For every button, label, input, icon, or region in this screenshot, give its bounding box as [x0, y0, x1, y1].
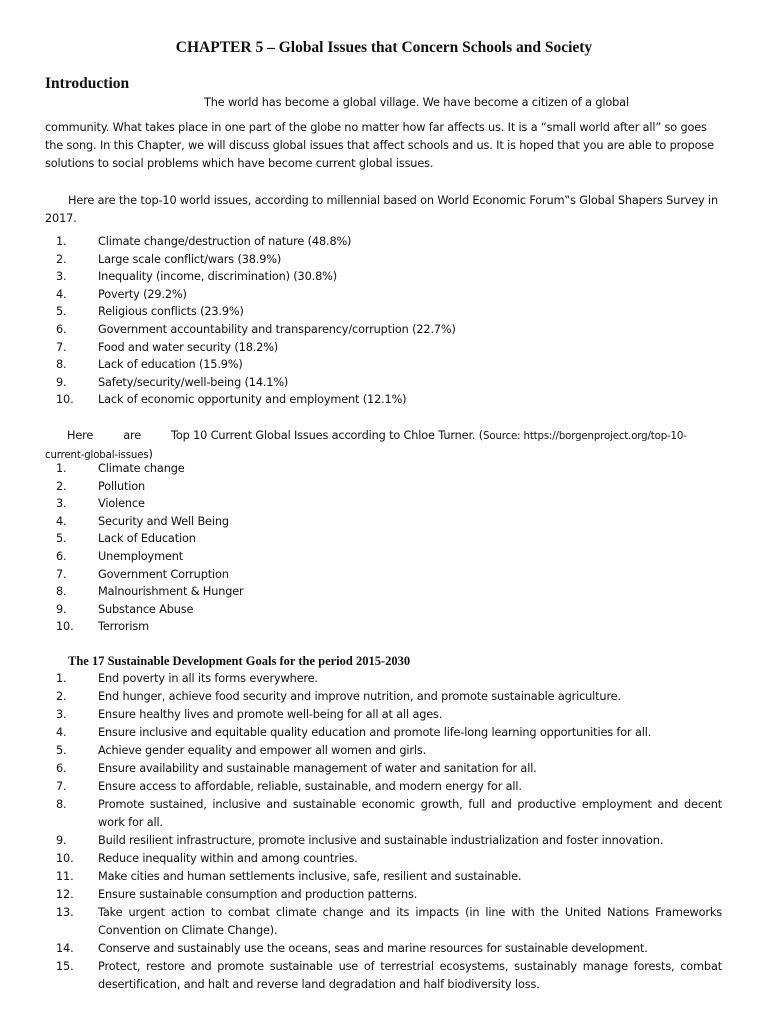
list-text: Climate change/destruction of nature (48.8%)	[98, 235, 352, 248]
sdg-goal-item	[45, 940, 722, 958]
list-text: Safety/security/well-being (14.1%)	[98, 375, 289, 389]
list-number: 13.	[56, 906, 74, 919]
list-text: Ensure inclusive and equitable quality education and promote life-long learning opportunities for all.	[98, 726, 652, 739]
list-text: Poverty (29.2%)	[98, 287, 187, 301]
list-text: Ensure sustainable consumption and production patterns.	[98, 888, 418, 901]
list-text: Make cities and human settlements inclusive, safe, resilient and sustainable.	[98, 870, 522, 883]
list-number: 2.	[56, 252, 67, 266]
list-text: Ensure healthy lives and promote well-being for all at all ages.	[98, 708, 443, 721]
list-text: Conserve and sustainably use the oceans, seas and marine resources for sustainable development.	[98, 942, 648, 955]
list-text: Take urgent action to combat climate change and its impacts (in line with the United Nations Frameworks Convention on Climate Change).	[98, 906, 722, 937]
list-text: Government Corruption	[98, 567, 229, 581]
list-number: 4.	[56, 514, 67, 528]
source-citation: Source: https://borgenproject.org/top-10-current-global-issues	[45, 431, 687, 461]
list-text: Food and water security (18.2%)	[98, 340, 279, 354]
wef-issue-item	[45, 374, 456, 392]
list-text: Violence	[98, 497, 145, 511]
list-number: 11.	[56, 870, 74, 883]
list-text: Security and Well Being	[98, 514, 229, 528]
sdg-goal-item	[45, 868, 722, 886]
sdg-goal-item	[45, 724, 722, 742]
sdg-goal-item	[45, 778, 722, 796]
sdg-goal-item	[45, 958, 722, 994]
list-text: Protect, restore and promote sustainable use of terrestrial ecosystems, sustainably manage forests, combat desertification, and halt and reverse land degradation and half biodiversity loss.	[98, 960, 722, 991]
list-number: 4.	[56, 287, 67, 301]
intro-paragraph: community. What takes place in one part of the globe no matter how far affects us. It is a “small world after all” so goes the song. In this Chapter, we will discuss global issues that affect schools and us. It is hoped that you are able to propose solutions to social problems which have become current global issues.	[45, 121, 714, 170]
list-number: 1.	[56, 235, 67, 248]
list-number: 12.	[56, 888, 74, 901]
list-number: 9.	[56, 834, 67, 847]
list-text: Substance Abuse	[98, 602, 194, 616]
sdg-goal-item	[45, 688, 722, 706]
chloe-issue-item	[45, 566, 244, 584]
intro-word-are: are	[123, 429, 142, 442]
introduction-heading: Introduction	[45, 75, 130, 92]
wef-issue-item	[45, 286, 456, 304]
list-number: 15.	[56, 960, 74, 973]
list-text: Terrorism	[98, 620, 150, 634]
list-number: 9.	[56, 602, 67, 616]
sdg-goal-item	[45, 742, 722, 760]
list-number: 2.	[56, 479, 67, 493]
sdg-goal-item	[45, 832, 722, 850]
list-text: Promote sustained, inclusive and sustainable economic growth, full and productive employment and decent work for all.	[98, 798, 722, 829]
sdg-goal-item	[45, 850, 722, 868]
list-text: Inequality (income, discrimination) (30.8%)	[98, 270, 337, 284]
list-text: End poverty in all its forms everywhere.	[98, 672, 318, 685]
list-number: 9.	[56, 375, 67, 389]
list-text: Pollution	[98, 479, 146, 493]
wef-issue-item	[45, 356, 456, 374]
sdg-goal-item	[45, 760, 722, 778]
list-number: 5.	[56, 744, 67, 757]
list-number: 1.	[56, 672, 67, 685]
chloe-issue-item	[45, 618, 244, 636]
list-text: Ensure availability and sustainable management of water and sanitation for all.	[98, 762, 537, 775]
list-text: Ensure access to affordable, reliable, sustainable, and modern energy for all.	[98, 780, 522, 793]
list-number: 8.	[56, 358, 67, 372]
chloe-issue-item	[45, 513, 244, 531]
chloe-issue-item	[45, 460, 244, 478]
list-text: Build resilient infrastructure, promote inclusive and sustainable industrialization and foster innovation.	[98, 834, 664, 847]
chloe-issue-item	[45, 548, 244, 566]
chloe-issue-item	[45, 478, 244, 496]
wef-issue-item	[45, 339, 456, 357]
chloe-issue-item	[45, 583, 244, 601]
chloe-issue-item	[45, 601, 244, 619]
chloe-intro-text: Top 10 Current Global Issues according to Chloe Turner. (	[171, 429, 484, 442]
wef-issue-item	[45, 268, 456, 286]
intro-word-here: Here	[67, 429, 94, 442]
wef-issue-item	[45, 321, 456, 339]
list-number: 3.	[56, 708, 67, 721]
list-number: 3.	[56, 270, 67, 284]
wef-issues-list	[45, 233, 456, 409]
sdg-goals-list	[45, 670, 722, 994]
list-number: 10.	[56, 852, 74, 865]
wef-issue-item	[45, 391, 456, 409]
list-text: Achieve gender equality and empower all women and girls.	[98, 744, 427, 757]
list-text: Malnourishment & Hunger	[98, 585, 244, 599]
list-text: Government accountability and transparency/corruption (22.7%)	[98, 322, 456, 336]
list-number: 5.	[56, 305, 67, 319]
sdg-goal-item	[45, 706, 722, 724]
list-number: 5.	[56, 532, 67, 546]
list-text: Unemployment	[98, 549, 184, 563]
sdg-goal-item	[45, 670, 722, 688]
list-number: 6.	[56, 549, 67, 563]
sdg-goal-item	[45, 904, 722, 940]
list-number: 4.	[56, 726, 67, 739]
list-number: 8.	[56, 585, 67, 599]
list-text: Religious conflicts (23.9%)	[98, 305, 244, 319]
list-text: Lack of economic opportunity and employment (12.1%)	[98, 393, 407, 407]
wef-issue-item	[45, 233, 456, 251]
list-number: 8.	[56, 798, 67, 811]
list-text: Lack of education (15.9%)	[98, 358, 243, 372]
list-number: 14.	[56, 942, 74, 955]
list-number: 2.	[56, 690, 67, 703]
list-number: 7.	[56, 780, 67, 793]
list-number: 10.	[56, 393, 74, 407]
list-text: End hunger, achieve food security and improve nutrition, and promote sustainable agriculture.	[98, 690, 621, 703]
chloe-issues-list	[45, 460, 244, 636]
sdg-goal-item	[45, 796, 722, 832]
list-number: 10.	[56, 620, 74, 634]
list-text: Large scale conflict/wars (38.9%)	[98, 252, 282, 266]
list-text: Lack of Education	[98, 532, 196, 546]
source-close-paren: )	[148, 448, 153, 461]
list-number: 6.	[56, 322, 67, 336]
list-number: 7.	[56, 340, 67, 354]
intro-first-line: The world has become a global village. We have become a citizen of a global	[204, 96, 629, 109]
chapter-title: CHAPTER 5 – Global Issues that Concern Schools and Society	[175, 39, 593, 56]
list-text: Reduce inequality within and among countries.	[98, 852, 358, 865]
list-number: 1.	[56, 462, 67, 475]
list-number: 6.	[56, 762, 67, 775]
list-number: 7.	[56, 567, 67, 581]
wef-survey-intro: Here are the top-10 world issues, according to millennial based on World Economic Forum‟s Global Shapers Survey in 2017.	[45, 194, 719, 225]
chloe-issue-item	[45, 495, 244, 513]
sdg-heading: The 17 Sustainable Development Goals for the period 2015-2030	[68, 654, 411, 668]
wef-issue-item	[45, 251, 456, 269]
list-number: 3.	[56, 497, 67, 511]
sdg-goal-item	[45, 886, 722, 904]
wef-issue-item	[45, 303, 456, 321]
list-text: Climate change	[98, 462, 185, 475]
chloe-issue-item	[45, 530, 244, 548]
